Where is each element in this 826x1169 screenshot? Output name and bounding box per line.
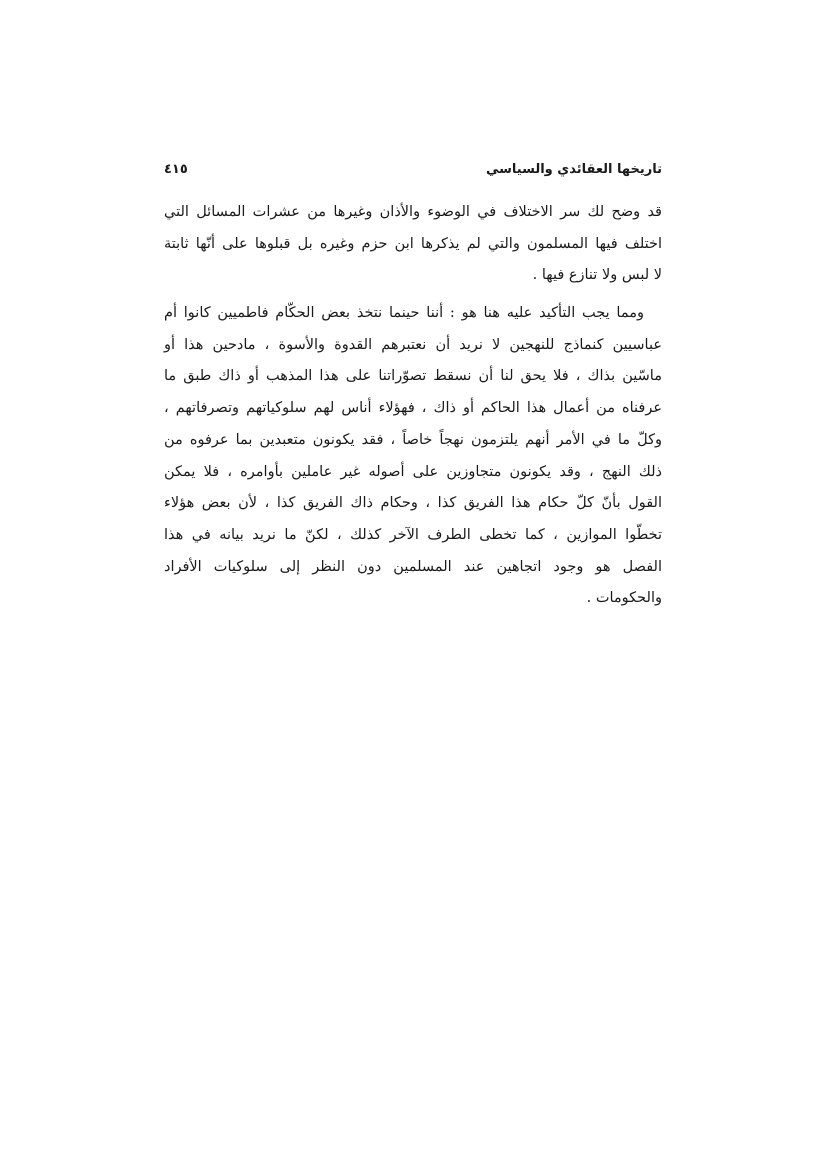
paragraph (164, 298, 662, 615)
text-line: ماسّين بذاك ، فلا يحق لنا أن نسقط تصوّراتنا على هذا المذهب أو ذاك طبق ما (164, 368, 662, 385)
text-line: اختلف فيها المسلمون والتي لم يذكرها ابن حزم وغيره بل قبلوها على أنّها ثابتة (164, 235, 662, 252)
body-text (164, 197, 662, 615)
text-line: وكلّ ما في الأمر أنهم يلتزمون نهجاً خاصاً ، فقد يكونون متعبدين بما عرفوه من (164, 431, 662, 448)
text-line: ذلك النهج ، وقد يكونون متجاوزين على أصوله غير عاملين بأوامره ، فلا يمكن (164, 463, 662, 480)
text-line: قد وضح لك سر الاختلاف في الوضوء والأذان وغيرها من عشرات المسائل التي (164, 204, 662, 220)
text-line: القول بأنّ كلّ حكام هذا الفريق كذا ، وحكام ذاك الفريق كذا ، لأن بعض هؤلاء (164, 495, 662, 512)
text-line: عرفناه من أعمال هذا الحاكم أو ذاك ، فهؤلاء أناس لهم سلوكياتهم وتصرفاتهم ، (164, 400, 662, 417)
text-line: ومما يجب التأكيد عليه هنا هو : أننا حينما نتخذ بعض الحكّام فاطميين كانوا أم (164, 305, 644, 322)
page-number: ٤١٥ (164, 161, 188, 177)
text-line: والحكومات . (586, 590, 662, 607)
text-line: لا لبس ولا تنازع فيها . (532, 267, 662, 284)
text-line: عباسيين كنماذج للنهجين لا نريد أن نعتبرهم القدوة والأسوة ، مادحين هذا أو (164, 336, 662, 353)
running-title: تاريخها العقائدي والسياسي (485, 161, 662, 177)
text-line: تخطّوا الموازين ، كما تخطى الطرف الآخر كذلك ، لكنّ ما نريد بيانه في هذا (164, 526, 662, 543)
text-line: الفصل هو وجود اتجاهين عند المسلمين دون النظر إلى سلوكيات الأفراد (164, 558, 662, 575)
page-header (164, 156, 662, 182)
paragraph (164, 197, 662, 292)
